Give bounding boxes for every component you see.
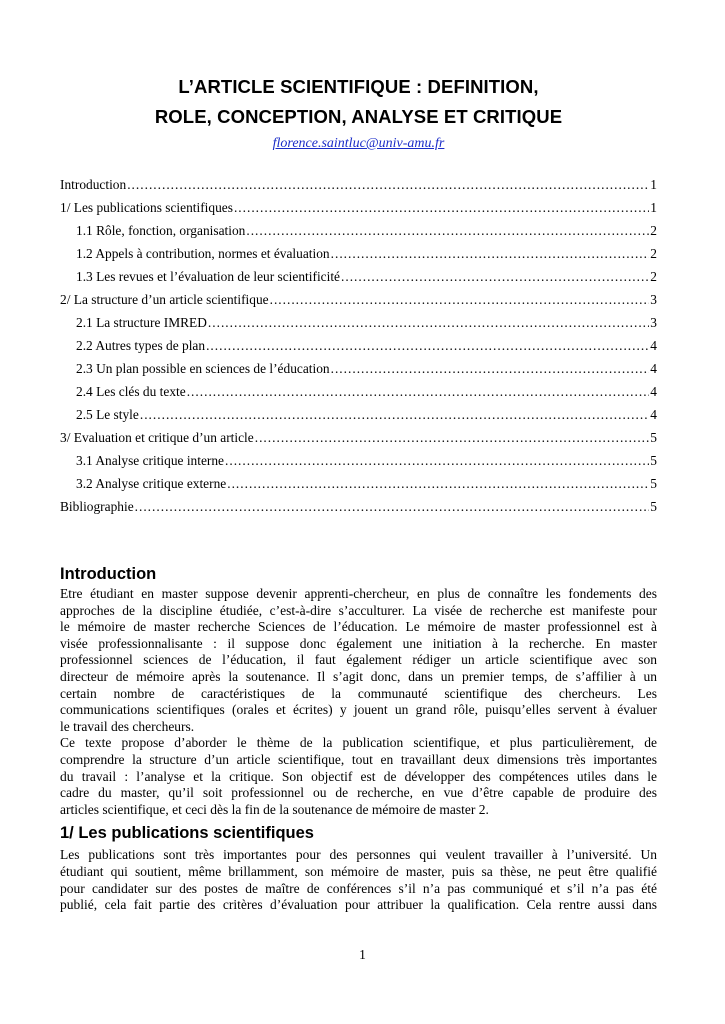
text-line: comprendre la structure d’un article scientifique, tout en travaillant deux dimensions très importantes (60, 751, 657, 767)
section-1-paragraph-1 (60, 847, 657, 913)
toc-entry-page: 4 (650, 338, 657, 353)
toc-entry-page: 1 (650, 200, 657, 215)
toc-entry-label: 1.1 Rôle, fonction, organisation (76, 223, 246, 238)
toc-entry-label: Introduction (60, 177, 127, 192)
author-email-line (60, 136, 657, 152)
text-line: certain nombre de caractéristiques de la communauté scientifique des chercheurs. Les (60, 685, 657, 701)
toc-entry[interactable] (60, 173, 657, 196)
document-page (60, 0, 657, 914)
toc-entry-page: 5 (650, 430, 657, 445)
toc-entry-page: 4 (650, 384, 657, 399)
toc-leader-dots (208, 311, 649, 334)
introduction-heading: Introduction (60, 565, 157, 583)
table-of-contents (60, 173, 657, 518)
toc-entry-page: 3 (650, 315, 657, 330)
text-line: approches de la discipline étudiée, c’est-à-dire s’acculturer. La visée de recherche est manifeste pour (60, 602, 657, 618)
toc-leader-dots (270, 288, 650, 311)
toc-entry-label: 2.3 Un plan possible en sciences de l’éducation (76, 361, 330, 376)
toc-entry-label: 3/ Evaluation et critique d’un article (60, 430, 254, 445)
toc-entry-label: 2.1 La structure IMRED (76, 315, 207, 330)
toc-entry-page: 1 (650, 177, 657, 192)
toc-entry-label: 2.2 Autres types de plan (76, 338, 206, 353)
text-line: professionnel sciences de l’éducation, il faut également rédiger un article scientifique avec son (60, 652, 657, 668)
toc-entry[interactable] (60, 357, 657, 380)
section-1-heading: 1/ Les publications scientifiques (60, 824, 314, 843)
toc-entry[interactable] (60, 403, 657, 426)
toc-entry-label: 1.3 Les revues et l’évaluation de leur scientificité (76, 269, 340, 284)
text-line: communications scientifiques (orales et écrites) y jouent un grand rôle, puisqu’elles servent à évaluer (60, 702, 657, 718)
toc-leader-dots (127, 173, 649, 196)
toc-leader-dots (135, 495, 650, 518)
toc-entry[interactable] (60, 311, 657, 334)
text-line: publié, cela fait partie des critères d’évaluation pour attribuer la qualification. Cela rentre aussi dans (60, 897, 657, 913)
toc-leader-dots (140, 403, 649, 426)
toc-leader-dots (331, 357, 650, 380)
toc-entry-label: 3.2 Analyse critique externe (76, 476, 227, 491)
toc-leader-dots (225, 449, 649, 472)
text-line: Les publications sont très importantes pour des personnes qui veulent travailler à l’université. Un (60, 847, 657, 863)
text-line: cadre du master, qu’il soit professionnel ou de recherche, en vue d’être capable de produire des (60, 785, 657, 801)
toc-entry[interactable] (60, 288, 657, 311)
toc-entry-label: 2.5 Le style (76, 407, 139, 422)
text-line: visée professionnalisante : il suppose donc également une initiation à la recherche. En master (60, 635, 657, 651)
toc-leader-dots (234, 196, 649, 219)
text-line: articles scientifique, et ceci dès la fin de la soutenance de mémoire de master 2. (60, 801, 489, 817)
page-number: 1 (359, 947, 366, 962)
toc-entry-label: Bibliographie (60, 499, 134, 514)
toc-entry-page: 5 (650, 453, 657, 468)
document-title-line-1: L’ARTICLE SCIENTIFIQUE : DEFINITION, (178, 76, 539, 97)
toc-entry-label: 1.2 Appels à contribution, normes et évaluation (76, 246, 330, 261)
toc-entry-page: 2 (650, 246, 657, 261)
text-line: étudiant qui soutient, même brillamment, son mémoire de master, puis sa thèse, ne peut être qualifié (60, 863, 657, 879)
text-line: du travail : l’analyse et la critique. Son objectif est de développer des compétences utiles dans le (60, 768, 657, 784)
toc-entry[interactable] (60, 449, 657, 472)
author-email-link[interactable]: florence.saintluc@univ-amu.fr (272, 136, 445, 151)
text-line: directeur de mémoire après la soutenance. Il s’agit donc, dans un premier temps, de s’affilier à un (60, 668, 657, 684)
toc-entry[interactable] (60, 495, 657, 518)
toc-leader-dots (341, 265, 649, 288)
toc-entry-label: 2.4 Les clés du texte (76, 384, 186, 399)
toc-entry[interactable] (60, 219, 657, 242)
text-line: pour candidater sur des postes de maître de conférences s’il n’a pas communiqué et s’il n’a pas été (60, 880, 657, 896)
toc-entry[interactable] (60, 196, 657, 219)
toc-entry-label: 1/ Les publications scientifiques (60, 200, 233, 215)
text-line: le mémoire de master recherche Sciences de l’éducation. Le mémoire de master professionnel est à (60, 619, 657, 635)
toc-entry-page: 5 (650, 499, 657, 514)
toc-entry-label: 2/ La structure d’un article scientifique (60, 292, 269, 307)
text-line: Etre étudiant en master suppose devenir apprenti-chercheur, en plus de connaître les fondements des (60, 586, 657, 601)
toc-entry-label: 3.1 Analyse critique interne (76, 453, 224, 468)
toc-leader-dots (255, 426, 650, 449)
toc-entry[interactable] (60, 334, 657, 357)
toc-entry[interactable] (60, 242, 657, 265)
toc-leader-dots (227, 472, 649, 495)
toc-entry-page: 2 (650, 269, 657, 284)
toc-leader-dots (331, 242, 650, 265)
toc-entry-page: 4 (650, 361, 657, 376)
toc-entry-page: 3 (650, 292, 657, 307)
toc-entry-page: 4 (650, 407, 657, 422)
toc-leader-dots (187, 380, 650, 403)
toc-leader-dots (206, 334, 649, 357)
document-title-line-2: ROLE, CONCEPTION, ANALYSE ET CRITIQUE (154, 106, 563, 127)
text-line: Ce texte propose d’aborder le thème de la publication scientifique, et plus particulièrement, de (60, 735, 657, 751)
toc-entry[interactable] (60, 472, 657, 495)
toc-entry-page: 5 (650, 476, 657, 491)
text-line: le travail des chercheurs. (60, 718, 195, 734)
toc-leader-dots (246, 219, 649, 242)
toc-entry[interactable] (60, 426, 657, 449)
toc-entry[interactable] (60, 380, 657, 403)
toc-entry[interactable] (60, 265, 657, 288)
toc-entry-page: 2 (650, 223, 657, 238)
introduction-paragraph-2 (60, 735, 657, 818)
introduction-paragraph-1 (60, 586, 657, 735)
